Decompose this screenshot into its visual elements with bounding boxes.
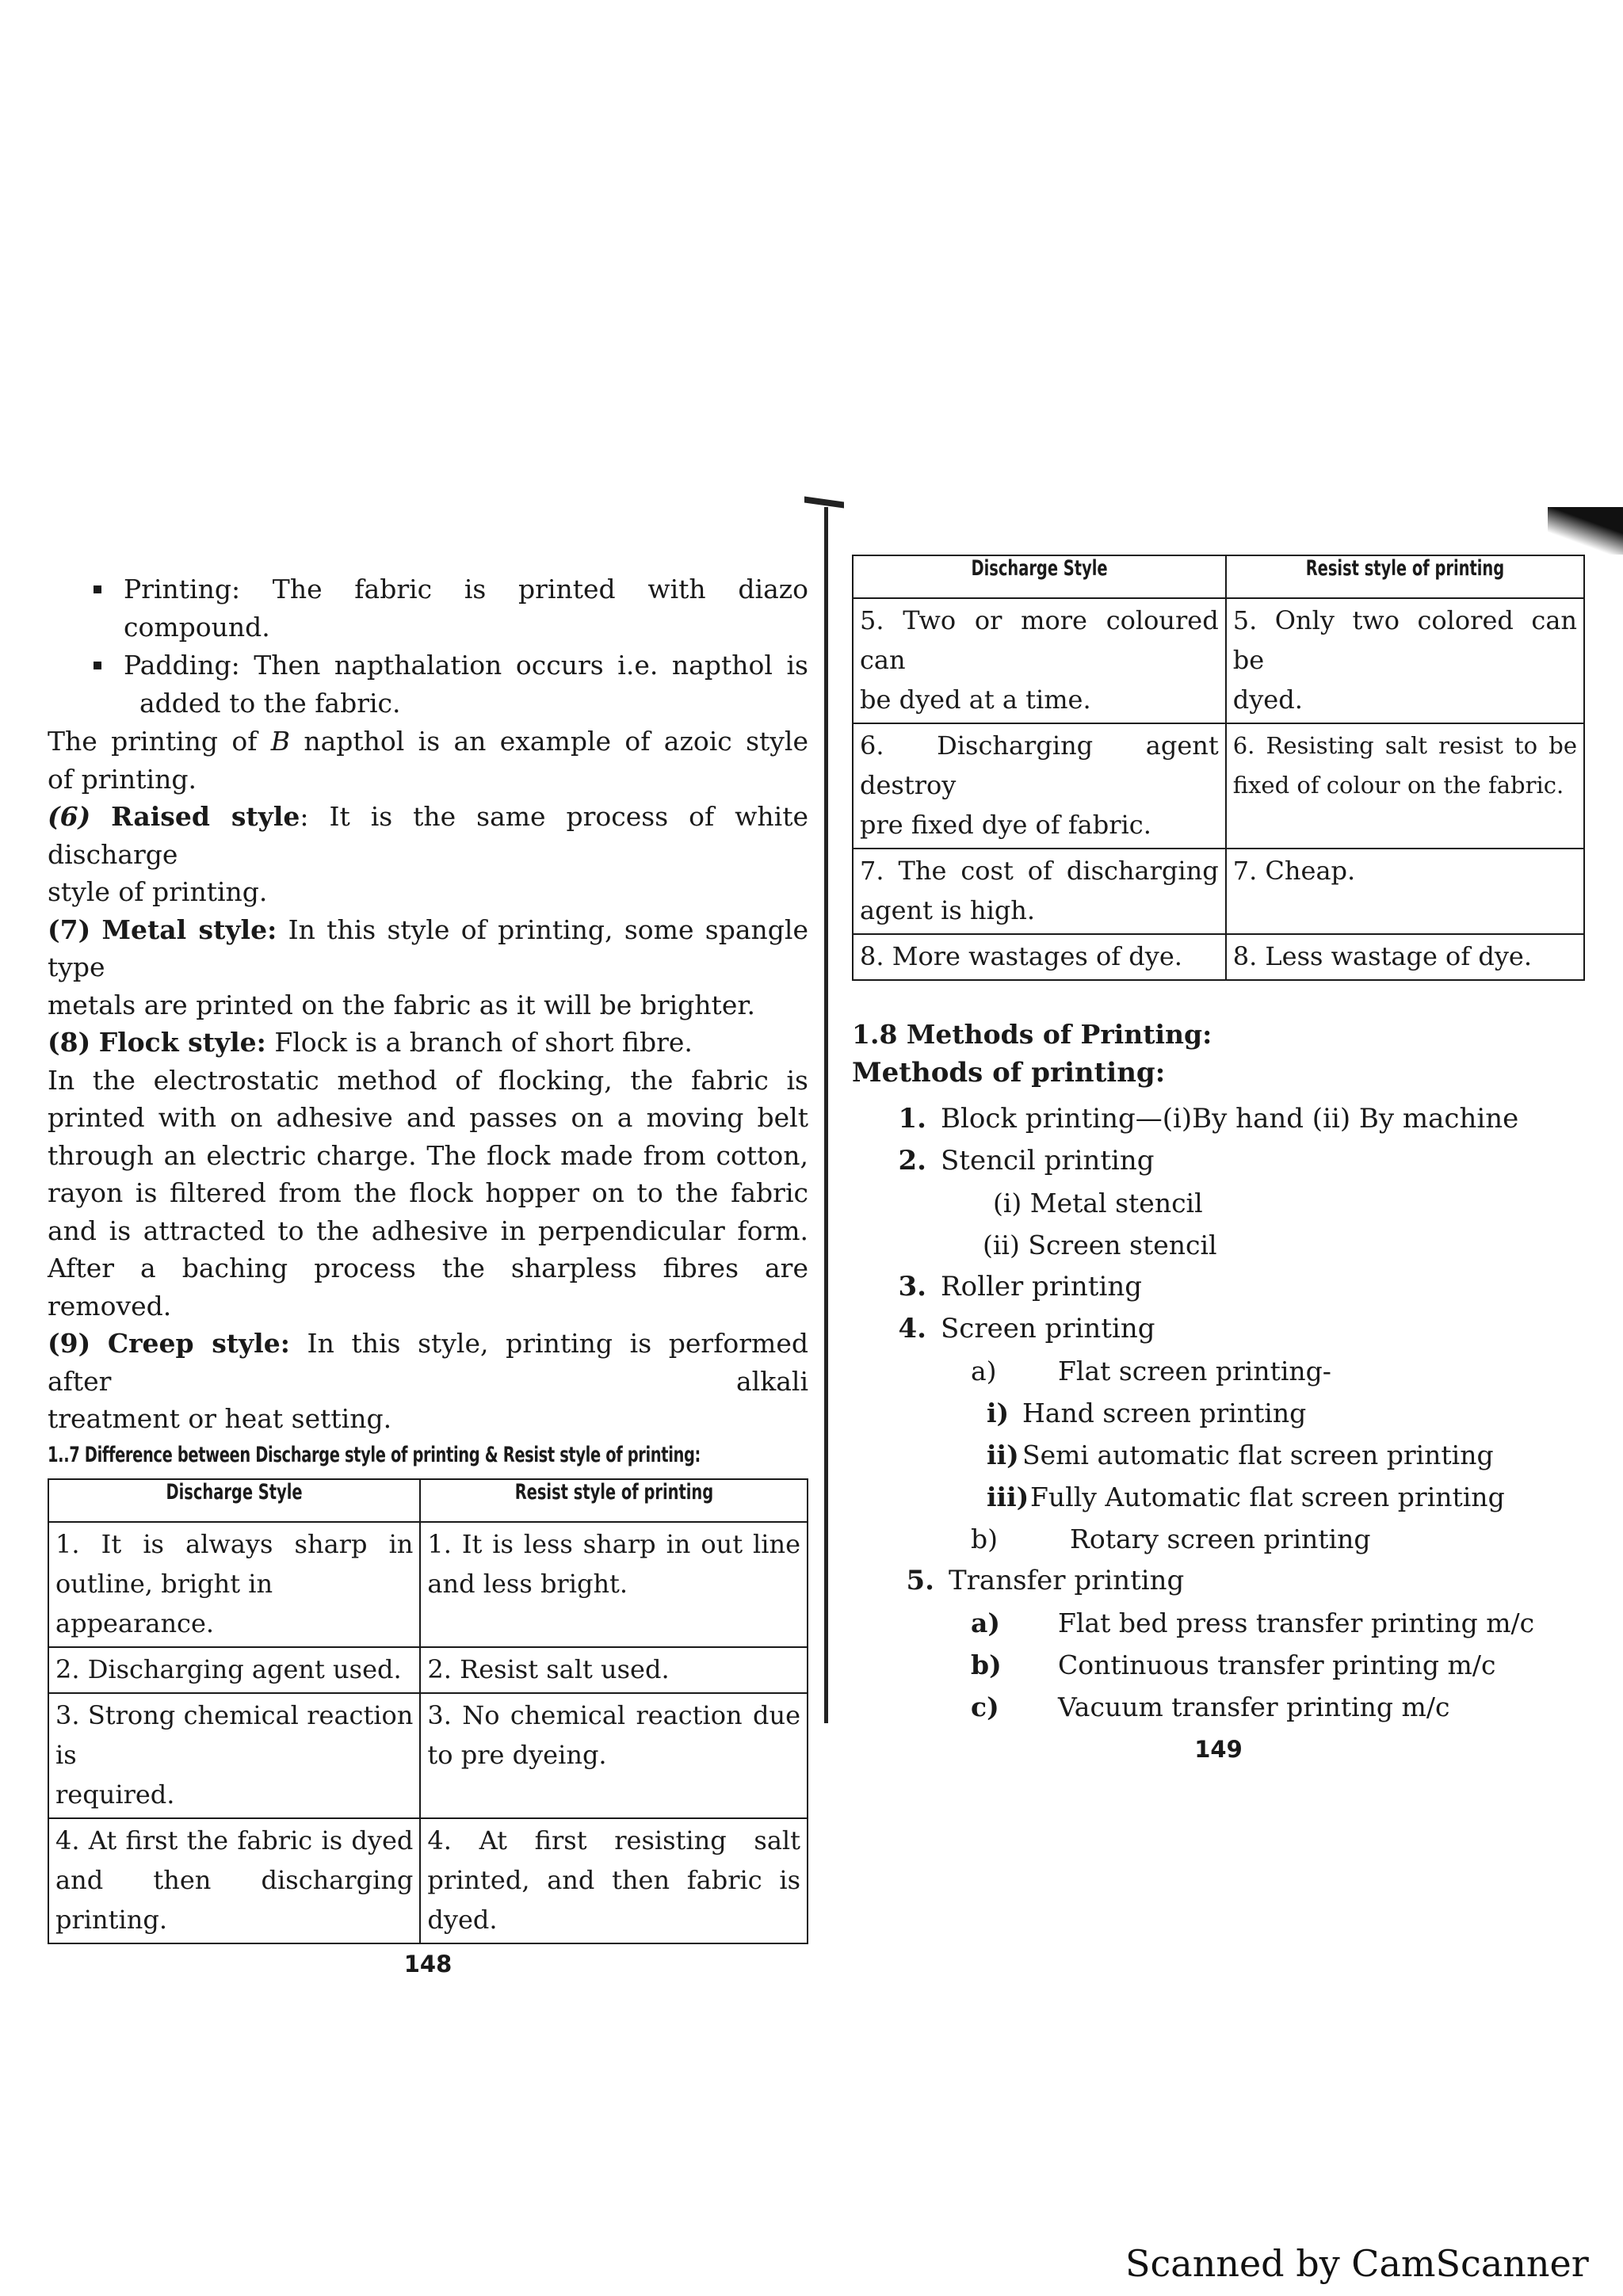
left-page [48, 570, 808, 1978]
right-page [852, 555, 1585, 1763]
metal-style: (7) Metal style: In this style of printing, some spangle type [48, 913, 808, 982]
list-item: b) Rotary screen printing [971, 1524, 1371, 1554]
header-discharge: Discharge Style [48, 1479, 420, 1522]
bullet-printing: Printing: The fabric is printed with diazo compound. [48, 570, 808, 646]
comparison-table-left [48, 1478, 808, 1944]
list-item: a) Flat screen printing- [971, 1356, 1331, 1386]
scan-shadow [1548, 507, 1623, 555]
list-item: a) Flat bed press transfer printing m/c [971, 1608, 1535, 1638]
table-row: 2. Discharging agent used. 2. Resist salt used. [48, 1647, 808, 1693]
table-row: 5. Two or more coloured can be dyed at a time. 5. Only two colored can be dyed. [853, 598, 1584, 723]
methods-list [852, 1098, 1585, 1728]
header-resist: Resist style of printing [420, 1479, 808, 1522]
methods-heading: Methods of printing: [852, 1057, 1166, 1089]
book-spine [824, 507, 828, 1723]
table-header-row [853, 555, 1584, 598]
raised-style: (6) Raised style: It is the same process of white discharge [48, 801, 808, 870]
table-row: 1. It is always sharp in outline, bright in appearance. 1. It is less sharp in out line and less bright. [48, 1522, 808, 1647]
bullet-icon [94, 646, 106, 685]
raised-style-end: style of printing. [48, 876, 268, 907]
section-heading-1-8: 1.8 Methods of Printing: [852, 1019, 1212, 1050]
section-heading-1-7: 1..7 Difference between Discharge style of printing & Resist style of printing: [48, 1442, 701, 1467]
list-item: 2. Stencil printing [898, 1145, 1155, 1177]
list-item: b) Continuous transfer printing m/c [971, 1650, 1496, 1680]
flock-style: (8) Flock style: Flock is a branch of short fibre. [48, 1027, 693, 1058]
table-row: 7. The cost of discharging agent is high. 7. Cheap. [853, 849, 1584, 934]
page-number-right: 149 [1194, 1736, 1243, 1763]
azoic-paragraph-end: of printing. [48, 763, 197, 795]
list-item: 1. Block printing—(i)By hand (ii) By machine [898, 1103, 1519, 1135]
table-row: 3. Strong chemical reaction is required. 3. No chemical reaction due to pre dyeing. [48, 1693, 808, 1818]
list-item: iii) Fully Automatic flat screen printing [987, 1482, 1505, 1512]
list-item: (ii) Screen stencil [983, 1230, 1217, 1261]
list-item: ii) Semi automatic flat screen printing [987, 1440, 1494, 1470]
comparison-table-right [852, 555, 1585, 981]
header-resist: Resist style of printing [1226, 555, 1584, 598]
list-item: i) Hand screen printing [987, 1398, 1307, 1428]
creep-style-end: treatment or heat setting. [48, 1403, 392, 1434]
camscanner-watermark: Scanned by CamScanner [1125, 2242, 1589, 2285]
list-item: c) Vacuum transfer printing m/c [971, 1691, 1450, 1722]
metal-style-end: metals are printed on the fabric as it will be brighter. [48, 989, 755, 1020]
bullet-icon [94, 570, 106, 646]
flock-paragraph: In the electrostatic method of flocking, the fabric is printed with on adhesive and passes on a moving belt through an electric charge. The flock made from cotton, rayon is filtered from the flock hopper on to the fabric and is attracted to the adhesive in perpendicular form. After a baching process the sharpless fibres are removed. [48, 1064, 808, 1322]
list-item: 5. Transfer printing [906, 1565, 1185, 1596]
azoic-paragraph: The printing of B napthol is an example of azoic style [48, 726, 808, 757]
table-header-row [48, 1479, 808, 1522]
list-item: 4. Screen printing [898, 1313, 1155, 1344]
list-item: 3. Roller printing [898, 1271, 1142, 1302]
table-row: 8. More wastages of dye. 8. Less wastage of dye. [853, 934, 1584, 980]
bullet-padding-continued: added to the fabric. [139, 688, 401, 719]
header-discharge: Discharge Style [853, 555, 1226, 598]
bullet-padding: Padding: Then napthalation occurs i.e. napthol is [48, 646, 808, 685]
list-item: (i) Metal stencil [993, 1188, 1203, 1219]
page-number-left: 148 [403, 1950, 453, 1978]
table-row: 6. Discharging agent destroy pre fixed dye of fabric. 6. Resisting salt resist to be fixed of colour on the fabric. [853, 723, 1584, 849]
creep-style: (9) Creep style: In this style, printing is performed after alkali [48, 1328, 809, 1397]
table-row: 4. At first the fabric is dyed and then discharging printing. 4. At first resisting salt printed, and then fabric is dyed. [48, 1818, 808, 1943]
